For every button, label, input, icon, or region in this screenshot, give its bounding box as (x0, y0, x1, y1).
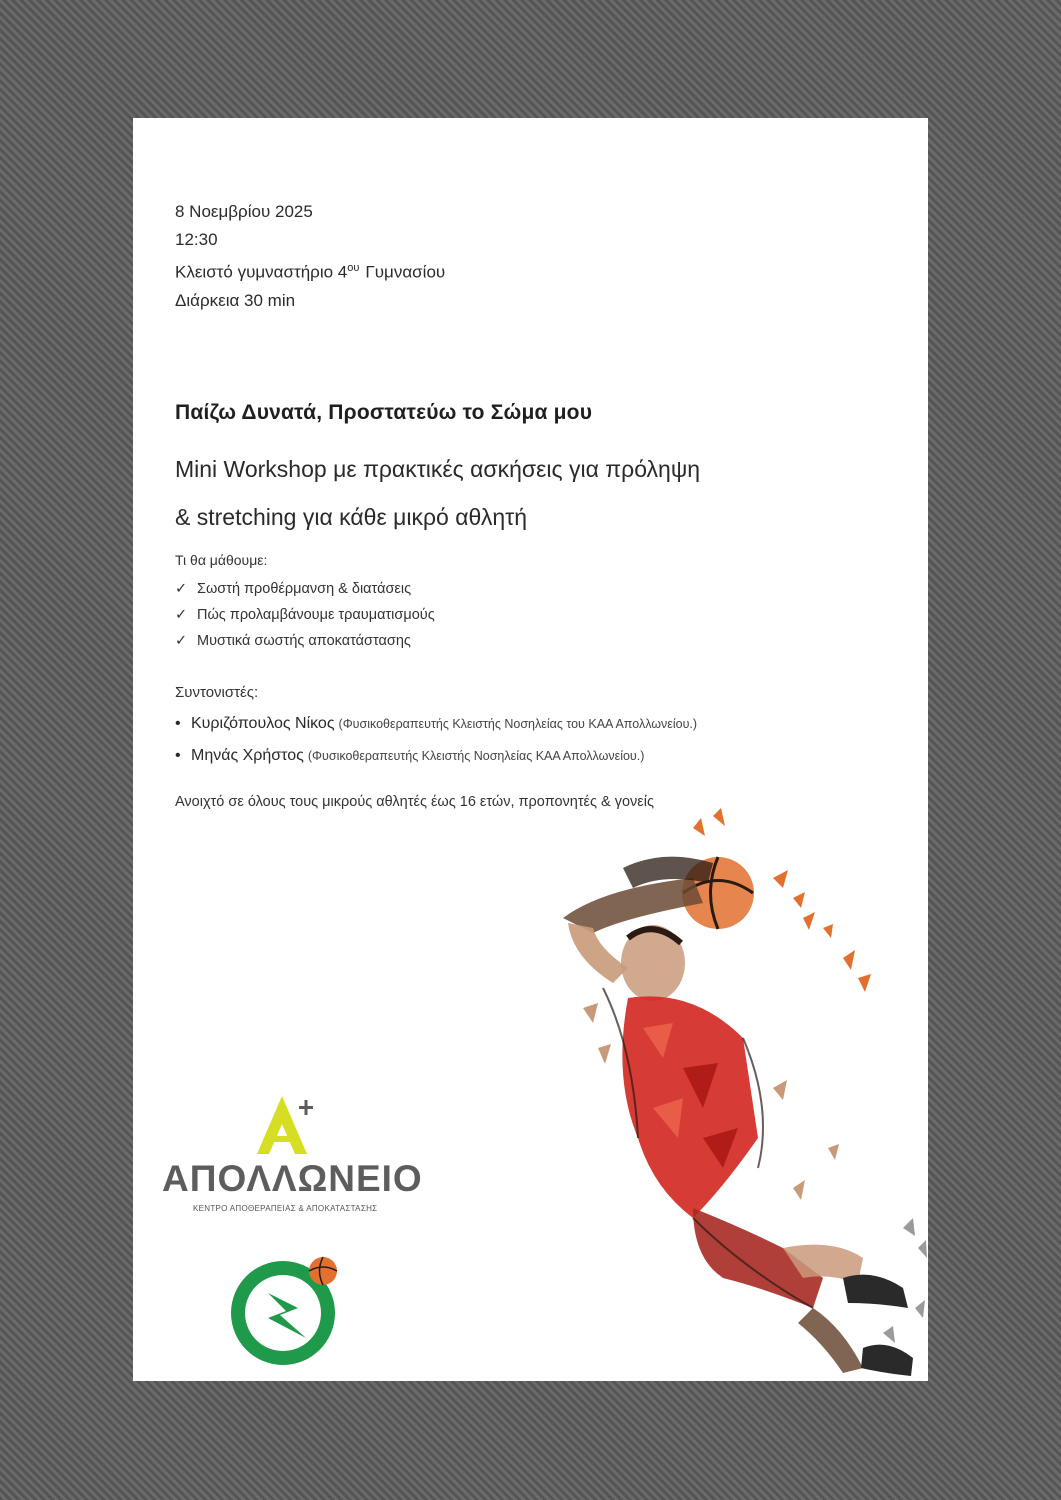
flyer-page (133, 118, 928, 1381)
coordinators-list (175, 708, 697, 772)
venue-superscript: ου (347, 262, 360, 274)
coordinator-name: Κυριζόπουλος Νίκος (191, 715, 335, 732)
workshop-subtitle (175, 445, 700, 541)
event-venue (175, 254, 445, 287)
open-to-all-text: Ανοιχτό σε όλους τους μικρούς αθλητές έως 16 ετών, προπονητές & γονείς (175, 794, 654, 810)
learn-item-text: Μυστικά σωστής αποκατάστασης (197, 633, 411, 649)
apollo-name: ΑΠΟΛΛΩΝΕΙΟ (162, 1158, 423, 1199)
coordinators-heading: Συντονιστές: (175, 684, 259, 701)
list-item (175, 628, 435, 654)
bullet-icon: • (175, 747, 181, 764)
subtitle-line-1: Mini Workshop με πρακτικές ασκήσεις για πρόληψη (175, 456, 701, 482)
list-item (175, 602, 435, 628)
checkmark-icon: ✓ (175, 607, 188, 623)
venue-prefix: Κλειστό γυμναστήριο 4 (175, 262, 348, 282)
event-info (175, 198, 445, 315)
workshop-title: Παίζω Δυνατά, Προστατεύω το Σώμα μου (175, 401, 593, 424)
apollo-tagline: ΚΕΝΤΡΟ ΑΠΟΘΕΡΑΠΕΙΑΣ & ΑΠΟΚΑΤΑΣΤΑΣΗΣ (193, 1204, 378, 1213)
basketball-player-illustration (543, 808, 928, 1378)
learn-heading: Τι θα μάθουμε: (175, 552, 268, 568)
learn-list (175, 576, 435, 654)
keraunos-club-logo-icon (228, 1253, 343, 1368)
list-item (175, 740, 697, 772)
coordinator-name: Μηνάς Χρήστος (191, 747, 304, 764)
coordinator-role: (Φυσικοθεραπευτής Κλειστής Νοσηλείας ΚΑΑ Απολλωνείου.) (307, 749, 645, 763)
bullet-icon: • (175, 715, 181, 732)
event-time: 12:30 (175, 230, 218, 249)
event-date: 8 Νοεμβρίου 2025 (175, 202, 313, 221)
list-item (175, 708, 697, 740)
coordinator-role: (Φυσικοθεραπευτής Κλειστής Νοσηλείας του ΚΑΑ Απολλωνείου.) (338, 717, 698, 731)
subtitle-line-2: & stretching για κάθε μικρό αθλητή (175, 504, 528, 530)
event-duration: Διάρκεια 30 min (175, 290, 296, 310)
learn-item-text: Σωστή προθέρμανση & διατάσεις (197, 581, 412, 597)
venue-suffix: Γυμνασίου (365, 262, 446, 282)
checkmark-icon: ✓ (175, 581, 188, 597)
checkmark-icon: ✓ (175, 633, 188, 649)
learn-item-text: Πώς προλαμβάνουμε τραυματισμούς (197, 607, 435, 623)
list-item (175, 576, 435, 602)
